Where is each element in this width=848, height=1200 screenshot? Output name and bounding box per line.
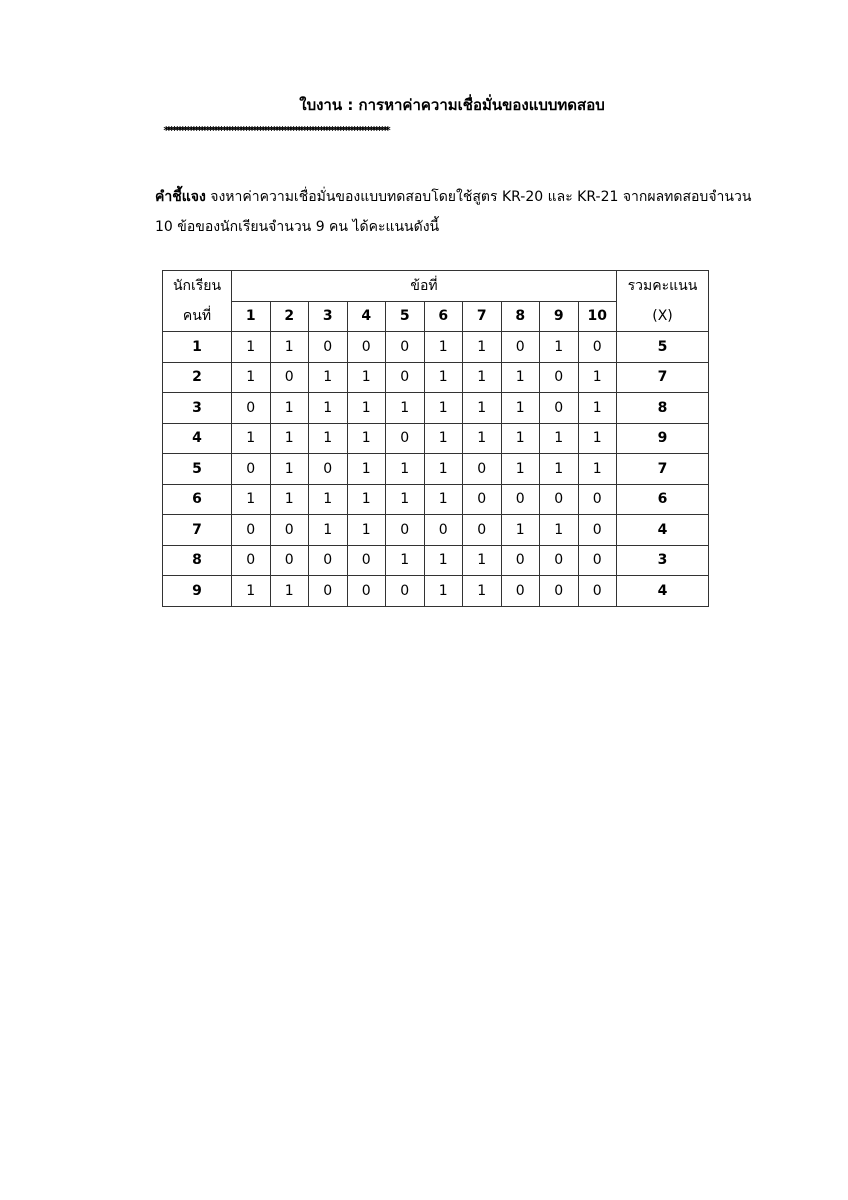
instructions-paragraph — [155, 182, 755, 242]
score-cell: 1 — [232, 576, 271, 607]
instructions-line-1 — [155, 182, 755, 212]
score-cell: 1 — [424, 423, 463, 454]
score-cell: 1 — [347, 515, 386, 546]
score-cell: 0 — [309, 332, 348, 363]
score-cell: 1 — [501, 454, 540, 485]
score-cell: 0 — [578, 332, 617, 363]
table-row — [163, 576, 709, 607]
total-score: 9 — [617, 423, 709, 454]
score-cell: 1 — [232, 332, 271, 363]
score-cell: 1 — [463, 423, 502, 454]
score-cell: 0 — [386, 332, 425, 363]
score-cell: 1 — [578, 362, 617, 393]
score-table — [162, 270, 709, 607]
total-score: 6 — [617, 484, 709, 515]
student-header-top: นักเรียน — [163, 271, 232, 302]
score-cell: 1 — [424, 545, 463, 576]
total-score: 8 — [617, 393, 709, 424]
score-table-body — [163, 332, 709, 607]
score-cell: 1 — [232, 423, 271, 454]
score-cell: 0 — [463, 454, 502, 485]
item-number-header: 6 — [424, 301, 463, 332]
score-cell: 1 — [386, 545, 425, 576]
score-cell: 1 — [424, 576, 463, 607]
score-cell: 1 — [386, 454, 425, 485]
total-header-top: รวมคะแนน — [617, 271, 709, 302]
score-cell: 1 — [501, 423, 540, 454]
score-cell: 1 — [309, 362, 348, 393]
student-number: 6 — [163, 484, 232, 515]
score-cell: 0 — [540, 362, 579, 393]
score-cell: 1 — [578, 454, 617, 485]
score-cell: 0 — [386, 362, 425, 393]
total-score: 4 — [617, 515, 709, 546]
student-number: 2 — [163, 362, 232, 393]
score-cell: 1 — [463, 393, 502, 424]
table-row — [163, 362, 709, 393]
score-cell: 1 — [347, 393, 386, 424]
score-cell: 1 — [347, 362, 386, 393]
score-cell: 1 — [463, 362, 502, 393]
score-cell: 1 — [463, 576, 502, 607]
table-row — [163, 423, 709, 454]
total-header-bottom: (X) — [617, 301, 709, 332]
student-number: 3 — [163, 393, 232, 424]
score-cell: 0 — [578, 484, 617, 515]
score-cell: 0 — [270, 515, 309, 546]
score-cell: 0 — [270, 362, 309, 393]
item-number-header: 4 — [347, 301, 386, 332]
score-cell: 1 — [386, 393, 425, 424]
header-row-bottom — [163, 301, 709, 332]
table-row — [163, 545, 709, 576]
item-number-header: 5 — [386, 301, 425, 332]
score-cell: 0 — [232, 393, 271, 424]
score-cell: 0 — [501, 576, 540, 607]
score-cell: 1 — [270, 484, 309, 515]
student-number: 4 — [163, 423, 232, 454]
score-cell: 0 — [463, 515, 502, 546]
item-number-header: 2 — [270, 301, 309, 332]
total-score: 7 — [617, 362, 709, 393]
table-row — [163, 515, 709, 546]
score-cell: 0 — [501, 545, 540, 576]
score-cell: 0 — [501, 332, 540, 363]
score-cell: 0 — [540, 545, 579, 576]
score-cell: 0 — [270, 545, 309, 576]
score-cell: 1 — [424, 454, 463, 485]
table-row — [163, 393, 709, 424]
items-header: ข้อที่ — [232, 271, 617, 302]
score-cell: 1 — [270, 332, 309, 363]
total-score: 4 — [617, 576, 709, 607]
score-cell: 1 — [347, 484, 386, 515]
score-cell: 1 — [309, 484, 348, 515]
score-cell: 0 — [386, 423, 425, 454]
table-row — [163, 332, 709, 363]
total-score: 7 — [617, 454, 709, 485]
total-score: 3 — [617, 545, 709, 576]
score-cell: 1 — [309, 515, 348, 546]
student-number: 7 — [163, 515, 232, 546]
score-cell: 1 — [232, 484, 271, 515]
item-number-header: 10 — [578, 301, 617, 332]
score-cell: 1 — [463, 545, 502, 576]
student-number: 1 — [163, 332, 232, 363]
score-cell: 1 — [424, 484, 463, 515]
score-cell: 1 — [540, 423, 579, 454]
score-cell: 1 — [463, 332, 502, 363]
score-cell: 1 — [270, 423, 309, 454]
score-cell: 0 — [501, 484, 540, 515]
separator-line: ********************************************************************************* — [163, 125, 388, 137]
score-cell: 0 — [578, 515, 617, 546]
score-cell: 1 — [540, 332, 579, 363]
score-cell: 1 — [540, 454, 579, 485]
score-cell: 0 — [540, 393, 579, 424]
score-cell: 1 — [270, 393, 309, 424]
score-cell: 0 — [386, 576, 425, 607]
score-cell: 0 — [578, 545, 617, 576]
item-number-header: 8 — [501, 301, 540, 332]
score-cell: 0 — [540, 484, 579, 515]
score-cell: 0 — [386, 515, 425, 546]
score-cell: 0 — [463, 484, 502, 515]
student-number: 8 — [163, 545, 232, 576]
score-cell: 1 — [578, 423, 617, 454]
table-row — [163, 484, 709, 515]
score-cell: 1 — [424, 393, 463, 424]
score-cell: 1 — [309, 423, 348, 454]
item-number-header: 1 — [232, 301, 271, 332]
student-number: 9 — [163, 576, 232, 607]
score-cell: 1 — [347, 454, 386, 485]
student-number: 5 — [163, 454, 232, 485]
score-cell: 1 — [270, 454, 309, 485]
score-cell: 1 — [424, 332, 463, 363]
score-cell: 1 — [347, 423, 386, 454]
score-cell: 0 — [232, 515, 271, 546]
score-cell: 0 — [309, 454, 348, 485]
score-cell: 1 — [540, 515, 579, 546]
score-cell: 1 — [501, 515, 540, 546]
worksheet-title: ใบงาน : การหาค่าความเชื่อมั่นของแบบทดสอบ — [299, 96, 605, 114]
student-header-bottom: คนที่ — [163, 301, 232, 332]
score-cell: 0 — [347, 545, 386, 576]
header-row-top — [163, 271, 709, 302]
instructions-lead: คำชี้แจง — [155, 189, 206, 205]
item-number-header: 9 — [540, 301, 579, 332]
item-number-header: 7 — [463, 301, 502, 332]
score-cell: 0 — [232, 454, 271, 485]
score-cell: 1 — [270, 576, 309, 607]
score-cell: 1 — [232, 362, 271, 393]
score-cell: 1 — [578, 393, 617, 424]
score-cell: 0 — [309, 545, 348, 576]
score-cell: 0 — [424, 515, 463, 546]
instructions-line-2: 10 ข้อของนักเรียนจำนวน 9 คน ได้คะแนนดังนี้ — [155, 219, 440, 235]
score-cell: 1 — [424, 362, 463, 393]
table-row — [163, 454, 709, 485]
score-cell: 0 — [347, 332, 386, 363]
score-cell: 1 — [501, 393, 540, 424]
item-number-header: 3 — [309, 301, 348, 332]
total-score: 5 — [617, 332, 709, 363]
score-cell: 0 — [309, 576, 348, 607]
score-cell: 1 — [309, 393, 348, 424]
score-cell: 0 — [347, 576, 386, 607]
score-cell: 0 — [232, 545, 271, 576]
instructions-text-1: จงหาค่าความเชื่อมั่นของแบบทดสอบโดยใช้สูตร KR-20 และ KR-21 จากผลทดสอบจำนวน — [210, 189, 752, 205]
score-cell: 0 — [578, 576, 617, 607]
score-cell: 1 — [386, 484, 425, 515]
score-cell: 0 — [540, 576, 579, 607]
score-cell: 1 — [501, 362, 540, 393]
